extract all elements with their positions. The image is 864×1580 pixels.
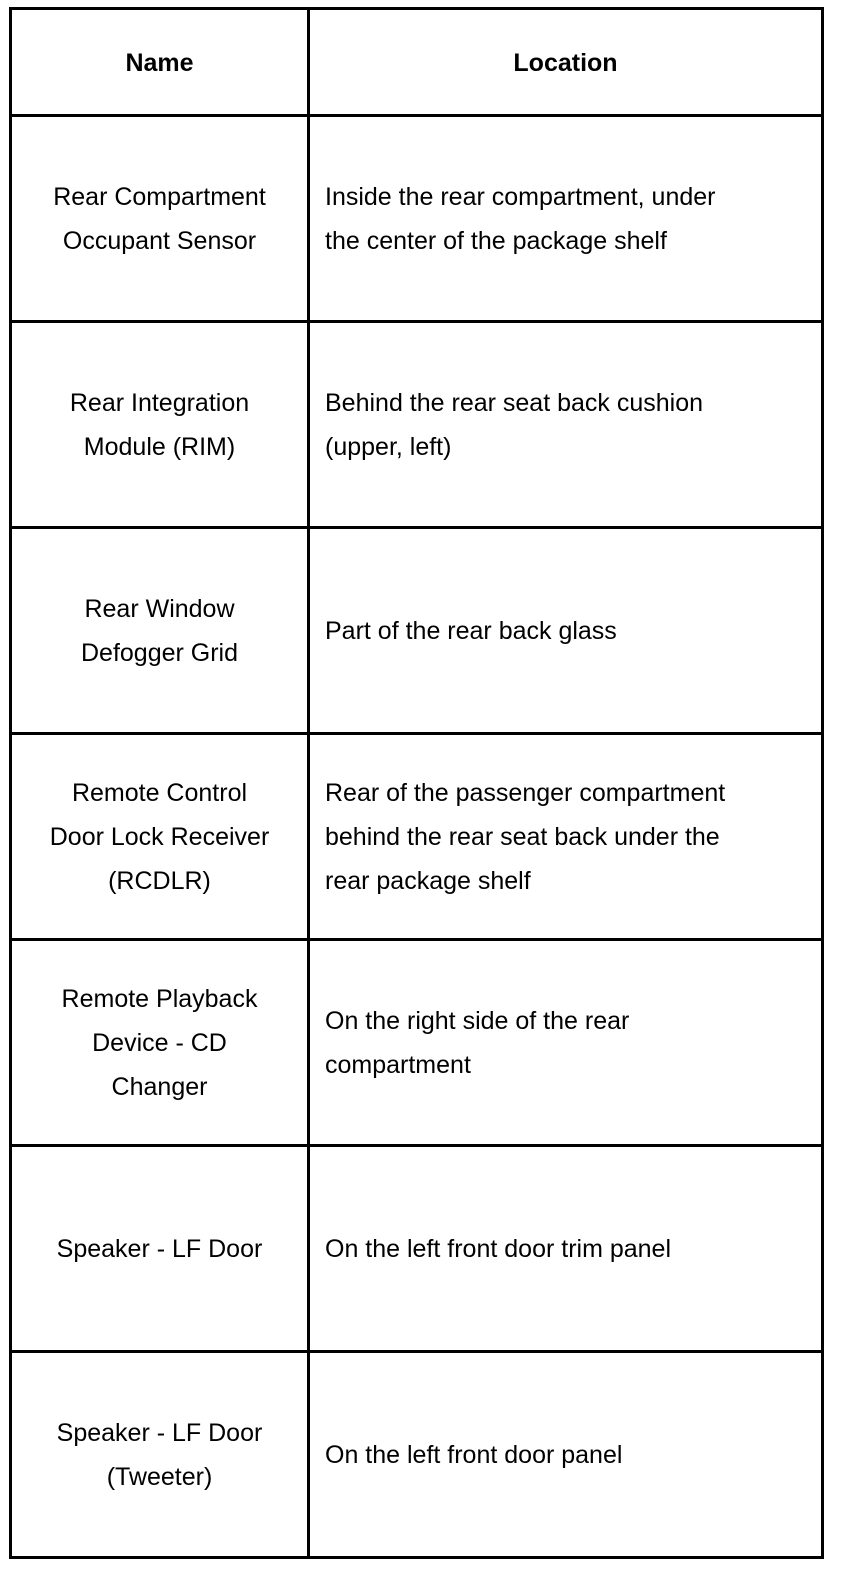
component-location-line: Rear of the passenger compartment xyxy=(325,778,726,807)
component-location-line: the center of the package shelf xyxy=(325,226,667,255)
component-name-line: (Tweeter) xyxy=(106,1462,213,1491)
component-name-line: (RCDLR) xyxy=(108,866,211,895)
component-name-cell xyxy=(11,116,309,322)
column-header-location: Location xyxy=(309,9,823,116)
component-location-line: (upper, left) xyxy=(325,432,452,461)
component-name-line: Speaker - LF Door xyxy=(56,1418,263,1447)
component-location-cell xyxy=(309,528,823,734)
component-name-line: Rear Integration xyxy=(69,388,250,417)
component-location-line: compartment xyxy=(325,1050,471,1079)
component-name-cell xyxy=(11,528,309,734)
table-row xyxy=(11,116,823,322)
component-location-line: behind the rear seat back under the xyxy=(325,822,720,851)
component-location-cell xyxy=(309,1352,823,1558)
component-location-cell xyxy=(309,1146,823,1352)
component-location-line: rear package shelf xyxy=(325,866,531,895)
component-name-line: Remote Playback xyxy=(61,984,258,1013)
table-row xyxy=(11,1352,823,1558)
component-location-line: On the left front door trim panel xyxy=(325,1234,672,1263)
table-header-row xyxy=(11,9,823,116)
component-location-line: Part of the rear back glass xyxy=(325,616,617,645)
table-row xyxy=(11,1146,823,1352)
column-header-name: Name xyxy=(11,9,309,116)
component-name-cell xyxy=(11,1352,309,1558)
component-location-cell xyxy=(309,322,823,528)
component-name-line: Changer xyxy=(111,1072,208,1101)
component-name-cell xyxy=(11,322,309,528)
component-name-line: Occupant Sensor xyxy=(62,226,257,255)
table-row xyxy=(11,940,823,1146)
component-location-line: On the right side of the rear xyxy=(325,1006,630,1035)
component-name-cell xyxy=(11,940,309,1146)
component-location-table xyxy=(9,7,824,1559)
component-name-line: Device - CD xyxy=(92,1028,227,1057)
component-name-cell xyxy=(11,1146,309,1352)
component-name-cell xyxy=(11,734,309,940)
component-location-cell xyxy=(309,940,823,1146)
table-row xyxy=(11,322,823,528)
component-name-line: Defogger Grid xyxy=(80,638,239,667)
table-row xyxy=(11,734,823,940)
component-name-line: Module (RIM) xyxy=(83,432,236,461)
component-name-line: Rear Window xyxy=(84,594,235,623)
component-name-line: Speaker - LF Door xyxy=(56,1234,263,1263)
component-location-line: On the left front door panel xyxy=(325,1440,623,1469)
component-location-cell xyxy=(309,116,823,322)
component-name-line: Rear Compartment xyxy=(53,182,266,211)
table-row xyxy=(11,528,823,734)
component-name-line: Door Lock Receiver xyxy=(49,822,270,851)
component-name-line: Remote Control xyxy=(71,778,248,807)
component-location-cell xyxy=(309,734,823,940)
component-location-line: Behind the rear seat back cushion xyxy=(325,388,704,417)
component-location-line: Inside the rear compartment, under xyxy=(325,182,716,211)
